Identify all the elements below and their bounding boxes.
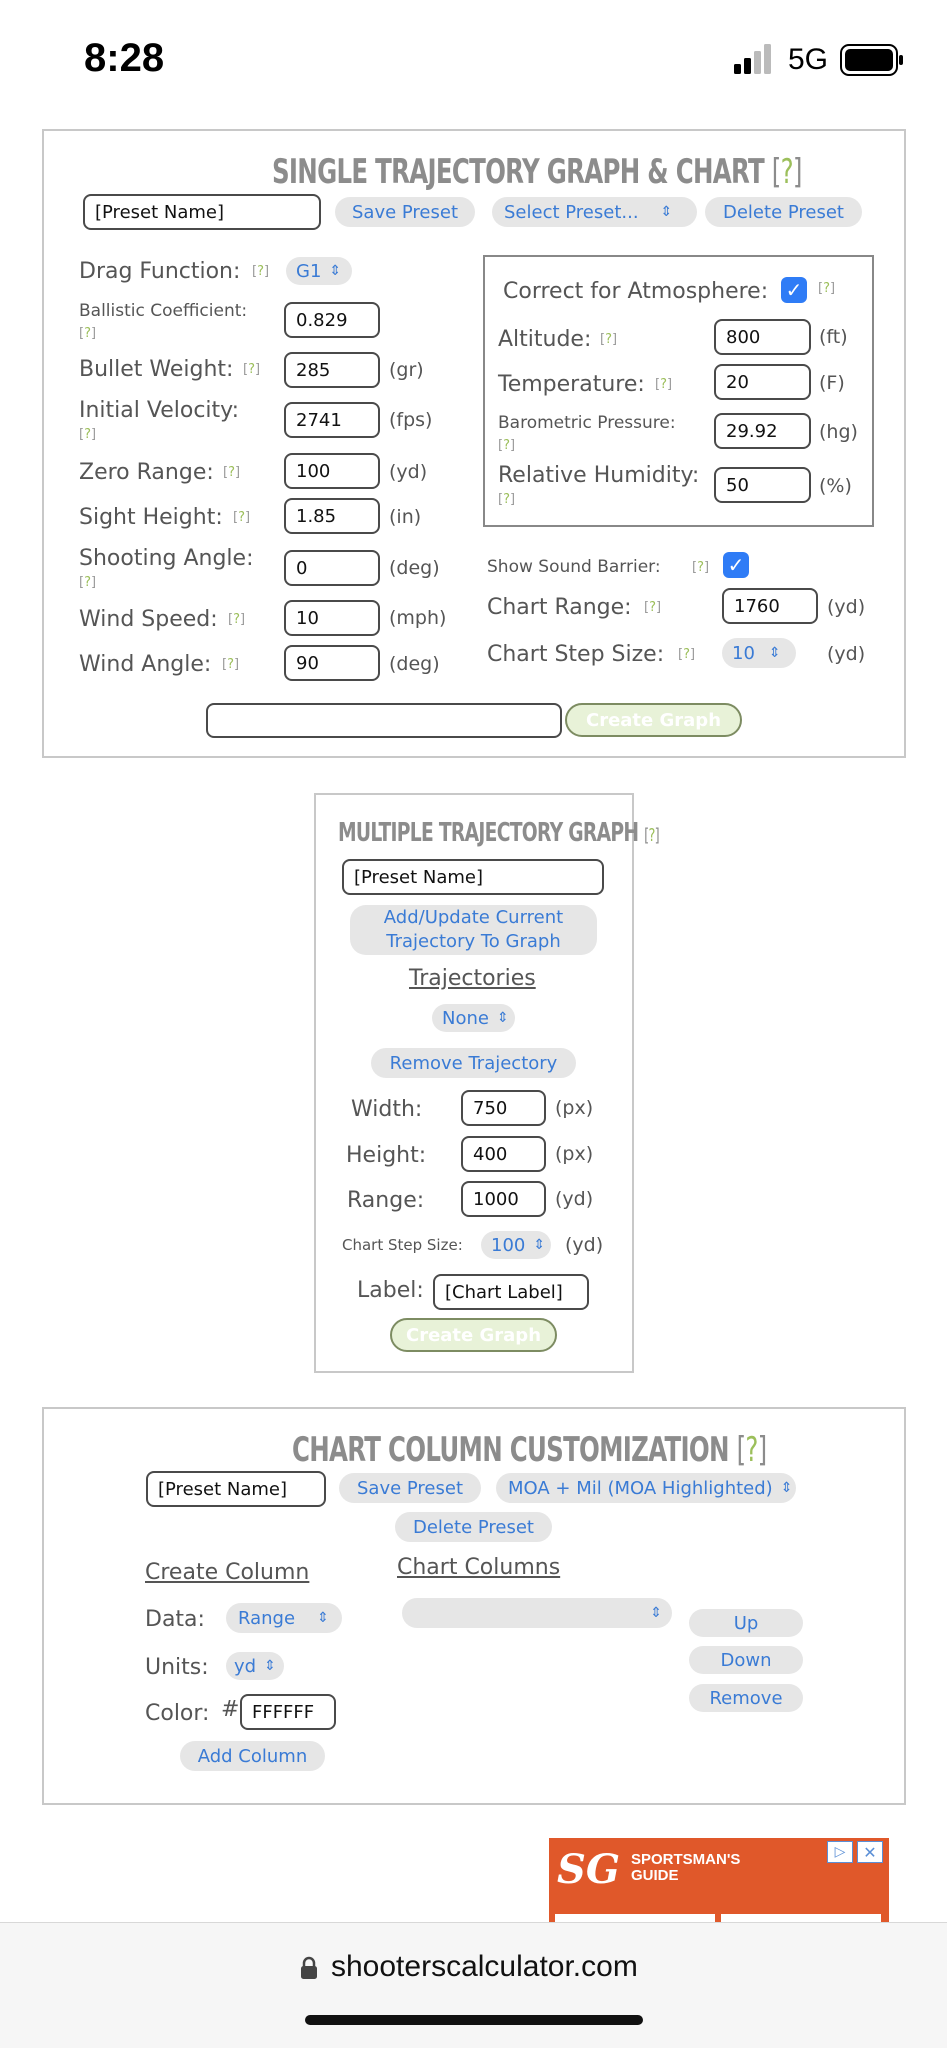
range-label: Range: (347, 1188, 425, 1213)
sound-barrier-label: Show Sound Barrier: (487, 557, 661, 577)
correct-atmosphere-label: Correct for Atmosphere: (503, 279, 769, 304)
trajectory-select-value: None (442, 1007, 489, 1029)
select-preset-value: Select Preset... (504, 201, 639, 223)
battery-icon (840, 44, 904, 76)
pressure-unit: (hg) (819, 421, 858, 443)
multi-step-label: Chart Step Size: (342, 1236, 463, 1254)
help-link[interactable]: ? (780, 152, 793, 192)
select-preset-dropdown[interactable] (492, 197, 697, 227)
humidity-unit: (%) (819, 475, 852, 497)
chevron-updown-icon: ⇕ (768, 645, 781, 661)
chart-range-unit: (yd) (827, 596, 866, 618)
chart-range-label: Chart Range: (487, 595, 632, 620)
chevron-updown-icon: ⇕ (660, 204, 673, 220)
height-unit: (px) (555, 1143, 594, 1165)
chevron-updown-icon: ⇕ (533, 1237, 546, 1253)
delete-preset-button[interactable]: Delete Preset (705, 197, 862, 227)
multiple-title-text: MULTIPLE TRAJECTORY GRAPH (338, 818, 639, 848)
initial-velocity-unit: (fps) (389, 409, 433, 431)
columns-save-preset-button[interactable]: Save Preset (339, 1473, 481, 1503)
sound-barrier-checkbox[interactable]: ✓ (723, 552, 749, 578)
bullet-weight-input[interactable]: 285 (284, 352, 380, 388)
shooting-angle-help[interactable]: [?] (79, 575, 97, 590)
status-time: 8:28 (84, 36, 165, 80)
signal-icon (734, 44, 774, 74)
browser-address-bar (0, 1922, 947, 2048)
remove-button[interactable]: Remove (689, 1684, 803, 1712)
multi-preset-name-input[interactable]: [Preset Name] (342, 859, 604, 895)
columns-preset-value: MOA + Mil (MOA Highlighted) (508, 1477, 773, 1499)
pressure-input[interactable]: 29.92 (714, 413, 811, 449)
units-select-value: yd (234, 1655, 257, 1677)
multiple-trajectory-title: MULTIPLE TRAJECTORY GRAPH [?] (338, 818, 659, 848)
ad-image-left (555, 1914, 715, 1922)
temperature-help[interactable]: [?] (655, 377, 673, 392)
single-title-text: SINGLE TRAJECTORY GRAPH & CHART (272, 152, 764, 192)
chevron-updown-icon: ⇕ (496, 1010, 509, 1026)
bullet-weight-label: Bullet Weight: (79, 357, 234, 382)
chart-columns-heading: Chart Columns (397, 1555, 561, 1580)
wind-speed-unit: (mph) (389, 607, 447, 629)
lock-icon (300, 1956, 318, 1980)
sight-height-input[interactable]: 1.85 (284, 498, 380, 534)
ad-close-icon[interactable]: ✕ (857, 1841, 883, 1863)
humidity-input[interactable]: 50 (714, 467, 811, 503)
width-input[interactable]: 750 (461, 1090, 546, 1126)
wind-angle-unit: (deg) (389, 653, 440, 675)
ad-brand-line1: SPORTSMAN'S (631, 1851, 741, 1868)
chart-range-input[interactable]: 1760 (722, 588, 818, 624)
color-label: Color: (145, 1701, 210, 1726)
columns-title-text: CHART COLUMN CUSTOMIZATION (292, 1430, 729, 1470)
wind-speed-input[interactable]: 10 (284, 600, 380, 636)
bullet-weight-help[interactable]: [?] (243, 362, 261, 377)
chevron-updown-icon: ⇕ (329, 263, 342, 279)
altitude-input[interactable]: 800 (714, 319, 811, 355)
down-button[interactable]: Down (689, 1646, 803, 1674)
create-graph-button[interactable]: Create Graph (565, 703, 742, 737)
columns-preset-name-input[interactable]: [Preset Name] (146, 1471, 326, 1507)
data-select[interactable] (226, 1603, 342, 1633)
create-column-heading: Create Column (145, 1560, 310, 1585)
temperature-input[interactable]: 20 (714, 364, 811, 400)
save-preset-button[interactable]: Save Preset (335, 197, 475, 227)
range-input[interactable]: 1000 (461, 1181, 546, 1217)
trajectory-select[interactable] (432, 1004, 515, 1032)
network-type: 5G (788, 43, 829, 76)
height-input[interactable]: 400 (461, 1136, 546, 1172)
ad-brand-line2: GUIDE (631, 1867, 679, 1884)
chart-label-input[interactable]: [Chart Label] (433, 1274, 589, 1310)
chart-step-label: Chart Step Size: (487, 642, 665, 667)
correct-atmosphere-checkbox[interactable]: ✓ (781, 277, 807, 303)
sight-height-unit: (in) (389, 506, 422, 528)
chart-step-unit: (yd) (827, 643, 866, 665)
url-text[interactable]: shooterscalculator.com (331, 1950, 638, 1983)
zero-range-label: Zero Range: (79, 460, 214, 485)
chart-step-help[interactable]: [?] (678, 647, 696, 662)
zero-range-help[interactable]: [?] (223, 465, 241, 480)
altitude-label: Altitude: (498, 327, 592, 352)
width-unit: (px) (555, 1097, 594, 1119)
color-hash: # (221, 1697, 240, 1722)
ad-banner[interactable] (549, 1838, 889, 1922)
wind-angle-help[interactable]: [?] (222, 657, 240, 672)
bc-input[interactable]: 0.829 (284, 302, 380, 338)
units-label: Units: (145, 1655, 209, 1680)
chart-range-help[interactable]: [?] (644, 600, 662, 615)
trajectories-heading: Trajectories (409, 966, 536, 991)
shooting-angle-unit: (deg) (389, 557, 440, 579)
up-button[interactable]: Up (689, 1609, 803, 1637)
help-link[interactable]: ? (648, 825, 655, 846)
ad-logo: SG (557, 1846, 621, 1893)
initial-velocity-input[interactable]: 2741 (284, 402, 380, 438)
chevron-updown-icon: ⇕ (650, 1605, 662, 1621)
initial-velocity-help[interactable]: [?] (79, 427, 97, 442)
columns-preset-select[interactable] (496, 1473, 796, 1503)
sound-barrier-help[interactable]: [?] (692, 560, 710, 575)
chevron-updown-icon: ⇕ (264, 1658, 276, 1674)
columns-delete-preset-button[interactable]: Delete Preset (395, 1512, 552, 1542)
sight-height-label: Sight Height: (79, 505, 223, 530)
ad-image-right (721, 1914, 881, 1922)
chevron-updown-icon: ⇕ (317, 1610, 329, 1626)
bullet-weight-unit: (gr) (389, 359, 424, 381)
add-update-trajectory-button[interactable] (350, 905, 597, 955)
multi-step-value: 100 (491, 1234, 526, 1256)
shooting-angle-input[interactable]: 0 (284, 550, 380, 586)
units-select[interactable] (226, 1652, 284, 1680)
remove-trajectory-button[interactable]: Remove Trajectory (371, 1048, 576, 1078)
chart-step-select[interactable] (722, 638, 796, 668)
sight-height-help[interactable]: [?] (233, 510, 251, 525)
drag-function-help[interactable]: [?] (252, 264, 270, 279)
column-customization-title: CHART COLUMN CUSTOMIZATION [?] (292, 1430, 767, 1470)
initial-velocity-label: Initial Velocity: (79, 398, 239, 423)
chart-label-label: Label: (357, 1278, 424, 1303)
color-input[interactable]: FFFFFF (240, 1694, 336, 1730)
shooting-angle-label: Shooting Angle: (79, 546, 254, 571)
wind-speed-label: Wind Speed: (79, 607, 218, 632)
single-trajectory-title: SINGLE TRAJECTORY GRAPH & CHART [?] (272, 152, 802, 192)
chart-step-value: 10 (732, 642, 755, 664)
ad-choices-icon[interactable]: ▷ (827, 1841, 853, 1863)
humidity-label: Relative Humidity: (498, 463, 700, 488)
width-label: Width: (351, 1097, 423, 1122)
data-label: Data: (145, 1607, 205, 1632)
preset-name-input[interactable]: [Preset Name] (83, 194, 321, 230)
pressure-help[interactable]: [?] (498, 438, 516, 453)
multi-create-graph-button[interactable]: Create Graph (390, 1318, 557, 1352)
chart-columns-select[interactable] (402, 1598, 672, 1628)
wind-angle-label: Wind Angle: (79, 652, 212, 677)
data-select-value: Range (238, 1607, 296, 1629)
home-indicator[interactable] (305, 2015, 643, 2025)
correct-atmosphere-help[interactable]: [?] (818, 281, 836, 296)
temperature-label: Temperature: (498, 372, 645, 397)
altitude-unit: (ft) (819, 326, 848, 348)
height-label: Height: (346, 1143, 427, 1168)
humidity-help[interactable]: [?] (498, 492, 516, 507)
bc-label: Ballistic Coefficient: (79, 301, 248, 321)
bc-help[interactable]: [?] (79, 326, 97, 341)
zero-range-input[interactable]: 100 (284, 453, 380, 489)
wind-speed-help[interactable]: [?] (228, 612, 246, 627)
pressure-label: Barometric Pressure: (498, 413, 676, 433)
multi-step-select[interactable] (481, 1231, 551, 1259)
wind-angle-input[interactable]: 90 (284, 645, 380, 681)
drag-function-select[interactable] (286, 257, 352, 285)
multi-step-unit: (yd) (565, 1234, 604, 1256)
help-link[interactable]: ? (745, 1430, 758, 1470)
add-update-label: Add/Update Current Trajectory To Graph (383, 907, 564, 952)
drag-function-label: Drag Function: (79, 259, 241, 284)
altitude-help[interactable]: [?] (600, 332, 618, 347)
temperature-unit: (F) (819, 372, 845, 394)
add-column-button[interactable]: Add Column (180, 1741, 325, 1771)
range-unit: (yd) (555, 1188, 594, 1210)
zero-range-unit: (yd) (389, 461, 428, 483)
graph-name-input[interactable] (206, 703, 562, 738)
drag-function-value: G1 (296, 260, 322, 282)
chevron-updown-icon: ⇕ (780, 1480, 793, 1496)
